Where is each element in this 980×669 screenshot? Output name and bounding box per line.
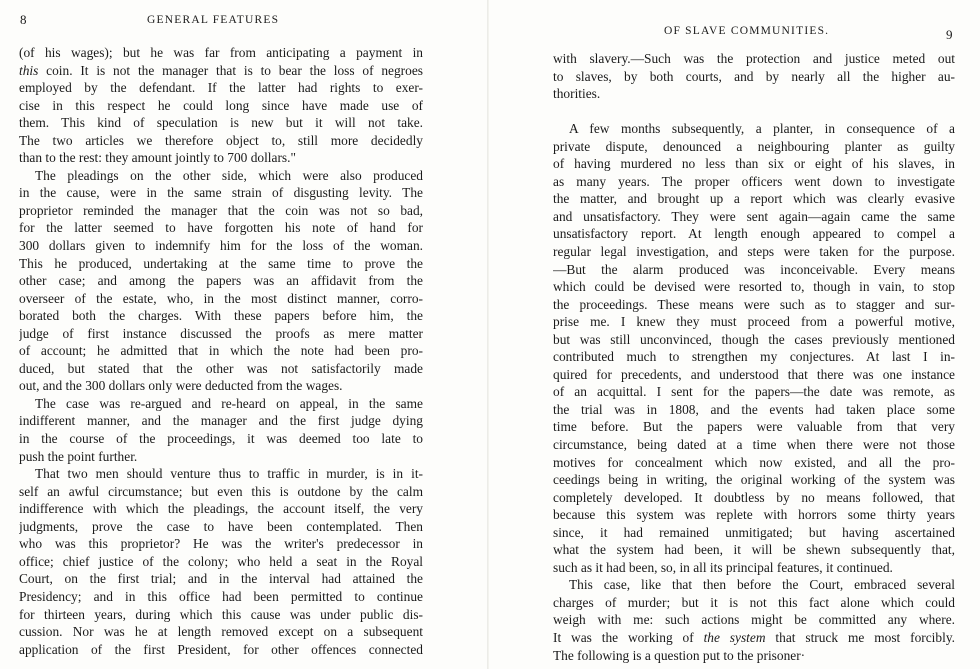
left-running-head: GENERAL FEATURES xyxy=(147,14,280,26)
left-page-number: 8 xyxy=(20,12,27,27)
text-run: It was the working of xyxy=(553,630,704,645)
text-line: Court, on the first trial; and in the interval had attained the xyxy=(19,571,423,587)
text-line: of an acquittal. I sent for the papers—the date was remote, as xyxy=(553,384,955,400)
left-page-body xyxy=(19,44,423,658)
text-line: such as it had been, so, in all its principal features, it continued. xyxy=(553,559,893,575)
text-line: of having murdered no less than six or eight of his slaves, in xyxy=(553,156,955,172)
text-line: The following is a question put to the prisoner· xyxy=(553,647,806,663)
text-line: proprietor reminded the manager that the coin was not so bad, xyxy=(19,202,423,218)
right-page-number: 9 xyxy=(946,27,953,42)
text-line: This he produced, undertaking at the same time to prove the xyxy=(19,255,423,271)
text-line: borated both the charges. With these papers before him, the xyxy=(19,308,423,324)
text-line: (of his wages); but he was far from anticipating a payment in xyxy=(19,45,423,60)
right-running-head: OF SLAVE COMMUNITIES. xyxy=(664,25,830,37)
text-line: than to the rest: they amount jointly to 700 dollars." xyxy=(19,150,296,166)
paragraph-gap xyxy=(553,103,955,121)
text-line: time before. But the papers were valuable from that very xyxy=(553,419,955,435)
right-page-body xyxy=(553,50,955,664)
text-line: completely developed. It doubtless by no means followed, that xyxy=(553,489,955,505)
text-line: the proceedings. These means were such as to stagger and sur- xyxy=(553,296,955,312)
text-line: thorities. xyxy=(553,86,601,102)
text-line xyxy=(19,62,423,80)
text-line: contributed much to strengthen my conjectures. At last I in- xyxy=(553,349,955,365)
text-line: judgments, prove the case to have been contemplated. Then xyxy=(19,518,423,534)
text-line: application of the first President, for other offences connected xyxy=(19,641,423,657)
text-line: Presidency; and in this office had been permitted to continue xyxy=(19,588,423,604)
text-line: unsatisfactory report. At length enough appeared to compel a xyxy=(553,226,955,242)
text-line: prise me. I knew they must proceed from a powerful motive, xyxy=(553,314,955,330)
text-line: out, and the 300 dollars only were deducted from the wages. xyxy=(19,378,343,394)
text-line: the matter, and brought up a report which was clearly evasive xyxy=(553,191,955,207)
text-line: indifference with which the pleadings, the account itself, the very xyxy=(19,501,423,517)
text-line: office; chief justice of the colony; who held a seat in the Royal xyxy=(19,553,423,569)
text-line: for thirteen years, during which this cause was under public dis- xyxy=(19,606,423,622)
text-line: push the point further. xyxy=(19,448,138,464)
text-line: cise in this respect he could long since have made use of xyxy=(19,97,423,113)
text-line: in the cause, were in the same strain of disgusting levity. The xyxy=(19,185,423,201)
text-line xyxy=(553,629,955,647)
text-line: weigh with me: such actions might be committed any where. xyxy=(553,612,955,628)
text-line: ceedings being in writing, the original working of the system was xyxy=(553,472,955,488)
text-run: coin. It is not the manager that is to bear the loss of negroes xyxy=(38,62,423,78)
text-line: The two articles we therefore object to, still more decidedly xyxy=(19,132,423,148)
text-line: what the system had been, it will be shewn subsequently that, xyxy=(553,542,955,558)
text-line: self an awful circumstance; but even this is outdone by the calm xyxy=(19,483,423,499)
text-line: 300 dollars given to indemnify him for the loss of the woman. xyxy=(19,238,423,254)
text-line: The pleadings on the other side, which were also produced xyxy=(35,167,423,183)
right-page xyxy=(489,0,980,669)
text-line: which could be devised were resorted to, though in vain, to stop xyxy=(553,279,955,295)
text-line: That two men should venture thus to traffic in murder, is in it- xyxy=(35,466,423,482)
text-line: overseer of the estate, who, in the most distinct manner, corro- xyxy=(19,290,423,306)
text-line: motives for concealment which now existed, and all the pro- xyxy=(553,454,955,470)
text-line: quired for precedents, and understood that there was one instance xyxy=(553,366,955,382)
text-run: that struck me most forcibly. xyxy=(765,630,955,645)
text-line: A few months subsequently, a planter, in consequence of a xyxy=(569,121,955,137)
italic-text: this xyxy=(19,62,39,78)
text-line: with slavery.—Such was the protection and justice meted out xyxy=(553,51,955,66)
text-line: them. This kind of speculation is new but it will not take. xyxy=(19,115,423,131)
text-line: because this system was replete with horrors some thirty years xyxy=(553,507,955,523)
text-line: regular legal investigation, and steps were taken for the purpose. xyxy=(553,243,955,259)
text-line: —But the alarm produced was inconceivable. Every means xyxy=(553,261,955,277)
text-line: indifferent manner, and the manager and the first judge dying xyxy=(19,413,423,429)
text-line: employed by the defendant. If the latter had rights to exer- xyxy=(19,80,423,96)
italic-text: the system xyxy=(703,630,766,645)
text-line: charges of murder; but it is not this fact alone which could xyxy=(553,594,955,610)
text-line: the trial was in 1808, and the events had taken place some xyxy=(553,401,955,417)
left-page xyxy=(0,0,487,669)
text-line: but was still unconvinced, though the cases previously mentioned xyxy=(553,331,955,347)
text-line: judge of first instance discussed the proofs as mere matter xyxy=(19,325,423,341)
text-line: This case, like that then before the Court, embraced several xyxy=(569,577,955,593)
text-line: private dispute, denounced a neighbouring planter as guilty xyxy=(553,138,955,154)
text-line: who was this proprietor? He was the writer's predecessor in xyxy=(19,536,423,552)
text-line: and unsatisfactory. They were sent again—again came the same xyxy=(553,208,955,224)
text-line: cussion. Nor was he at length removed except on a subsequent xyxy=(19,624,423,640)
text-line: in the course of the proceedings, it was deemed too late to xyxy=(19,431,423,447)
text-line: for the latter seemed to have forgotten his note of hand for xyxy=(19,220,423,236)
text-line: since, it had remained unmitigated; but having ascertained xyxy=(553,524,955,540)
text-line: to slaves, by both courts, and by nearly all the higher au- xyxy=(553,68,955,84)
text-line: of account; he admitted that in which the note had been pro- xyxy=(19,343,423,359)
text-line: other case; and among the papers was an affidavit from the xyxy=(19,273,423,289)
text-line: duced, but stated that the other was not satisfactorily made xyxy=(19,360,423,376)
text-line: The case was re-argued and re-heard on appeal, in the same xyxy=(35,395,423,411)
text-line: as many years. The proper officers went down to investigate xyxy=(553,173,955,189)
text-line: circumstance, being dated at a time when there were not those xyxy=(553,436,955,452)
